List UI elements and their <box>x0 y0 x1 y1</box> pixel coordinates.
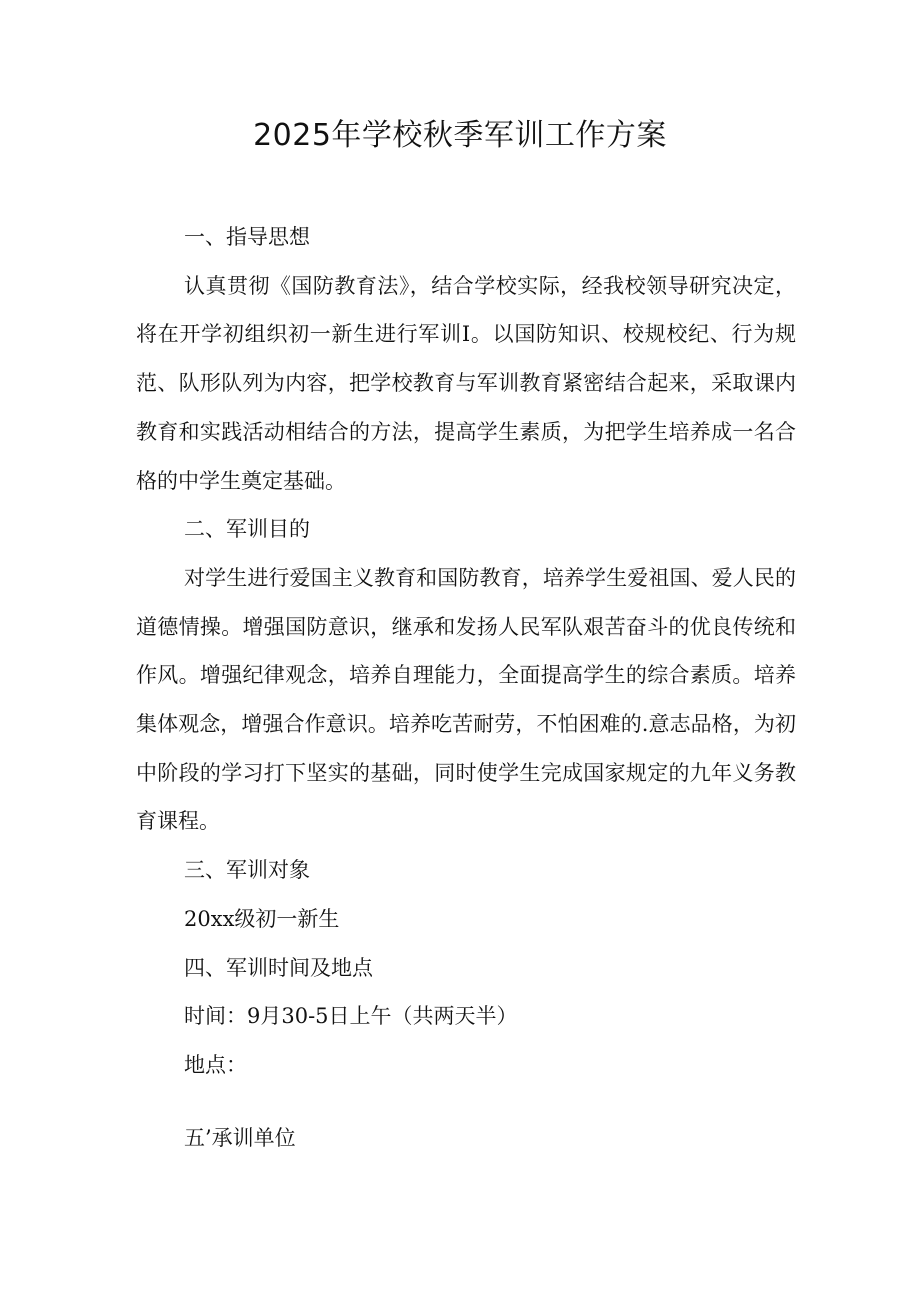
section-heading-training-purpose: 二、军训目的 <box>184 517 310 542</box>
training-time-line: 时间：9月30-5日上午（共两天半） <box>184 1004 518 1029</box>
training-target-line: 20xx级初一新生 <box>184 906 340 931</box>
training-place-line: 地点： <box>184 1052 247 1077</box>
section-heading-training-target: 三、军训对象 <box>184 858 310 883</box>
section-heading-guiding-ideology: 一、指导思想 <box>184 225 310 249</box>
paragraph-training-purpose: 对学生进行爱国主义教育和国防教育，培养学生爱祖国、爱人民的道德情操。增强国防意识，继承和发扬人民军队艰苦奋斗的优良传统和作风。增强纪律观念，培养自理能力，全面提高学生的综合素质。培养集体观念，增强合作意识。培养吃苦耐劳，不怕困难的.意志品格，为初中阶段的学习打下坚实的基础，同时使学生完成国家规定的九年义务教育课程。 <box>136 565 796 834</box>
document-title: 2025年学校秋季军训工作方案 <box>253 118 667 153</box>
section-heading-training-unit: 五’承训单位 <box>184 1125 296 1150</box>
section-heading-time-and-place: 四、军训时间及地点 <box>184 955 373 980</box>
section-gap <box>136 1090 796 1114</box>
document-body <box>136 213 796 1162</box>
paragraph-guiding-ideology: 认真贯彻《国防教育法》，结合学校实际，经我校领导研究决定，将在开学初组织初一新生进行军训I。以国防知识、校规校纪、行为规范、队形队列为内容，把学校教育与军训教育紧密结合起来，采取课内教育和实践活动相结合的方法，提高学生素质，为把学生培养成一名合格的中学生奠定基础。 <box>136 273 796 493</box>
